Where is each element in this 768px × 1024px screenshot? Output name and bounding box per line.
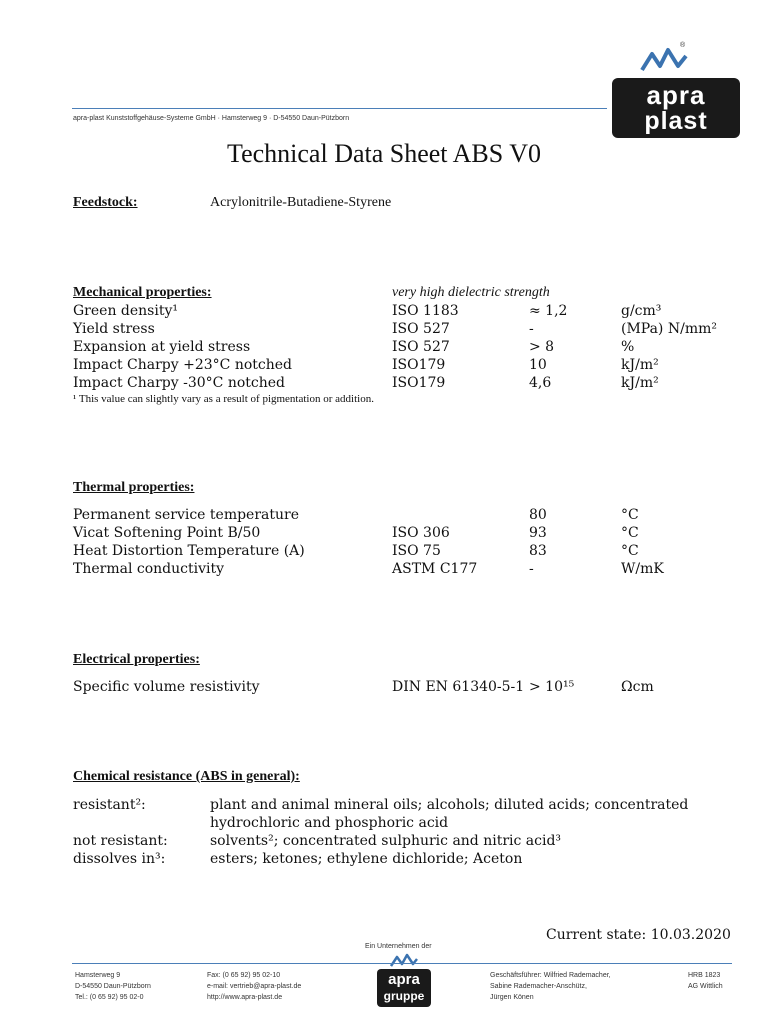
chemical-text: solvents²; concentrated sulphuric and nitric acid³ (210, 833, 562, 849)
property-value: 10 (529, 357, 547, 373)
footer-address (75, 970, 151, 1003)
property-name: Thermal conductivity (73, 561, 225, 577)
chemical-text-continued: hydrochloric and phosphoric acid (210, 815, 449, 831)
property-standard: ISO 527 (392, 321, 450, 337)
footer-line: Tel.: (0 65 92) 95 02-0 (75, 994, 144, 1001)
property-name: Heat Distortion Temperature (A) (73, 543, 305, 559)
property-name: Green density¹ (73, 303, 178, 319)
group-logo-line1: apra (388, 971, 420, 988)
property-standard: ISO 306 (392, 525, 450, 541)
property-value: > 8 (529, 339, 555, 355)
logo-mountains-icon (640, 44, 688, 78)
property-name: Impact Charpy -30°C notched (73, 375, 286, 391)
page-title: Technical Data Sheet ABS V0 (227, 139, 541, 168)
property-value: - (529, 321, 534, 337)
chemical-label: not resistant: (73, 833, 168, 849)
chemical-label: resistant²: (73, 797, 146, 813)
footer-registry (688, 970, 723, 992)
property-unit: g/cm³ (621, 303, 662, 319)
property-unit: W/mK (621, 561, 664, 577)
apra-plast-logo (612, 78, 740, 138)
property-standard: ISO 75 (392, 543, 441, 559)
footer-contact (207, 970, 301, 1003)
property-value: 4,6 (529, 375, 552, 391)
footer-management (490, 970, 611, 1003)
footer-divider (72, 963, 732, 964)
property-unit: % (621, 339, 635, 355)
property-unit: kJ/m² (621, 375, 659, 391)
footer-email-link[interactable]: e-mail: vertrieb@apra-plast.de (207, 983, 302, 990)
chemical-text: plant and animal mineral oils; alcohols; diluted acids; concentrated (210, 797, 689, 813)
mechanical-footnote: ¹ This value can slightly vary as a result of pigmentation or addition. (73, 393, 374, 405)
footer-website-link[interactable]: http://www.apra-plast.de (207, 994, 283, 1001)
property-value: > 10¹⁵ (529, 679, 575, 695)
thermal-heading: Thermal properties: (73, 480, 195, 495)
registered-mark: ® (680, 42, 686, 49)
footer-line: Jürgen Könen (490, 994, 534, 1001)
property-name: Permanent service temperature (73, 507, 300, 523)
property-unit: kJ/m² (621, 357, 659, 373)
logo-line1: apra (646, 80, 706, 110)
logo-line2: plast (644, 107, 708, 135)
footer-line: Sabine Rademacher-Anschütz, (490, 983, 587, 990)
property-value: ≈ 1,2 (529, 303, 568, 319)
footer-fax: Fax: (0 65 92) 95 02-10 (207, 972, 281, 979)
footer-line: HRB 1823 (688, 972, 721, 979)
mechanical-note: very high dielectric strength (392, 285, 550, 300)
property-standard: ISO 1183 (392, 303, 459, 319)
property-unit: °C (621, 525, 639, 541)
property-standard: ISO179 (392, 375, 446, 391)
footer-line: D-54550 Daun-Pützborn (75, 983, 151, 990)
chemical-label: dissolves in³: (73, 851, 166, 867)
header-company-line: apra-plast Kunststoffgehäuse-Systeme GmbH · Hamsterweg 9 · D-54550 Daun-Pützborn (73, 115, 350, 122)
property-standard: ISO 527 (392, 339, 450, 355)
property-standard: ASTM C177 (392, 561, 478, 577)
header-divider (72, 108, 607, 109)
mechanical-heading: Mechanical properties: (73, 285, 212, 300)
footer-line: Hamsterweg 9 (75, 972, 121, 979)
feedstock-value: Acrylonitrile-Butadiene-Styrene (210, 195, 392, 210)
property-value: - (529, 561, 534, 577)
chemical-text: esters; ketones; ethylene dichloride; Aceton (210, 851, 523, 867)
property-unit: °C (621, 543, 639, 559)
electrical-heading: Electrical properties: (73, 652, 200, 667)
current-state: Current state: 10.03.2020 (546, 927, 731, 943)
property-unit: °C (621, 507, 639, 523)
property-name: Expansion at yield stress (73, 339, 251, 355)
property-name: Impact Charpy +23°C notched (73, 357, 293, 373)
property-unit: Ωcm (621, 679, 654, 695)
apra-gruppe-logo (377, 969, 431, 1007)
footer-line: Geschäftsführer: Wilfried Rademacher, (490, 972, 611, 979)
property-value: 93 (529, 525, 547, 541)
property-value: 80 (529, 507, 547, 523)
property-standard: ISO179 (392, 357, 446, 373)
property-standard: DIN EN 61340-5-1 (392, 679, 525, 695)
property-name: Specific volume resistivity (73, 679, 260, 695)
group-logo-line2: gruppe (383, 989, 425, 1003)
property-name: Vicat Softening Point B/50 (73, 525, 261, 541)
footer-line: AG Wittlich (688, 983, 723, 990)
feedstock-label: Feedstock: (73, 195, 138, 210)
property-value: 83 (529, 543, 547, 559)
property-name: Yield stress (73, 321, 155, 337)
chemical-heading: Chemical resistance (ABS in general): (73, 769, 300, 784)
property-unit: (MPa) N/mm² (621, 321, 717, 337)
group-caption: Ein Unternehmen der (365, 943, 432, 950)
